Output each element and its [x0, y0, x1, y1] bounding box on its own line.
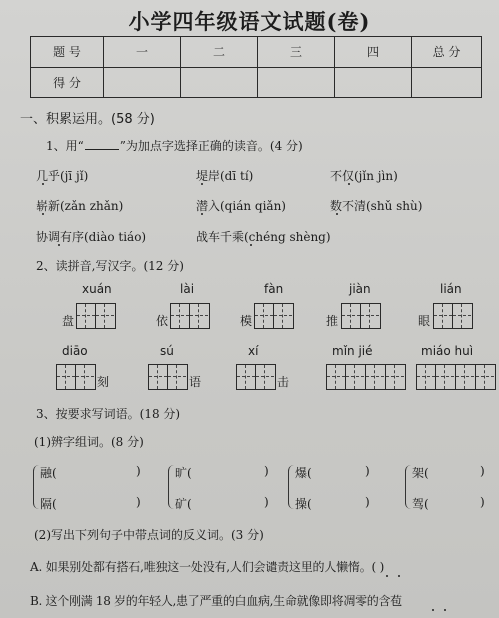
q1-blank-mark — [85, 139, 119, 150]
score-cell-part2: 二 — [181, 37, 258, 68]
q1-item[interactable]: 协调有序(diào tiáo) — [36, 230, 147, 244]
pair-close: ) — [365, 495, 370, 509]
word-char: 眼 — [418, 314, 431, 328]
brace — [33, 465, 40, 509]
page-title: 小学四年级语文试题(卷) — [128, 9, 371, 34]
word-char: 模 — [240, 314, 253, 328]
word-char: 盘 — [62, 314, 75, 328]
pinyin-label: miáo huì — [421, 344, 474, 358]
pair-close: ) — [480, 464, 485, 478]
q1-item[interactable]: 战车千乘(chéng shèng) — [196, 230, 331, 244]
q1-prompt-end: ”为加点字选择正确的读音。(4 分) — [119, 139, 303, 153]
pinyin-label: mǐn jié — [332, 344, 373, 358]
pair-item[interactable]: 驾( — [412, 497, 429, 511]
writing-grid[interactable] — [148, 364, 188, 390]
emphasis-dot — [386, 575, 388, 577]
writing-grid[interactable] — [433, 303, 473, 329]
emphasis-dot — [42, 213, 44, 215]
q1-item[interactable]: 不仅(jǐn jìn) — [330, 169, 398, 183]
pair-item[interactable]: 旷( — [175, 466, 192, 480]
q3-sub1: (1)辨字组词。(8 分) — [34, 435, 144, 449]
score-cell-part3: 三 — [258, 37, 335, 68]
q1-item[interactable]: 几乎(jī jǐ) — [36, 169, 89, 183]
word-char: 击 — [277, 375, 290, 389]
writing-grid[interactable] — [416, 364, 496, 390]
brace — [288, 465, 295, 509]
score-blank[interactable] — [412, 67, 482, 98]
emphasis-dot — [398, 575, 400, 577]
score-table-score-row — [31, 67, 482, 98]
score-blank[interactable] — [335, 67, 412, 98]
pair-close: ) — [480, 495, 485, 509]
score-blank[interactable] — [258, 67, 335, 98]
pinyin-label: xuán — [82, 282, 112, 296]
pair-close: ) — [264, 464, 269, 478]
score-cell-part1: 一 — [104, 37, 181, 68]
pair-item[interactable]: 架( — [412, 466, 429, 480]
emphasis-dot — [348, 183, 350, 185]
pair-item[interactable]: 隔( — [40, 497, 57, 511]
pair-item[interactable]: 爆( — [295, 466, 312, 480]
emphasis-dot — [201, 183, 203, 185]
pinyin-label: fàn — [264, 282, 284, 296]
emphasis-dot — [444, 609, 446, 611]
writing-grid[interactable] — [76, 303, 116, 329]
writing-grid[interactable] — [254, 303, 294, 329]
q1-prompt — [46, 137, 303, 154]
pair-item[interactable]: 融( — [40, 466, 57, 480]
pinyin-label: xí — [248, 344, 259, 358]
score-cell-label: 题 号 — [31, 37, 104, 68]
section1-heading: 一、积累运用。(58 分) — [20, 112, 155, 127]
pair-close: ) — [136, 495, 141, 509]
writing-grid[interactable] — [236, 364, 276, 390]
pinyin-label: diāo — [62, 344, 88, 358]
pair-item[interactable]: 矿( — [175, 497, 192, 511]
pair-item[interactable]: 操( — [295, 497, 312, 511]
sentence-a[interactable]: A. 如果别处都有搭石,唯独这一处没有,人们会谴责这里的人懒惰。( ) — [30, 560, 385, 574]
word-char: 依 — [156, 314, 169, 328]
score-cell-total: 总 分 — [412, 37, 482, 68]
writing-grid[interactable] — [326, 364, 406, 390]
pair-close: ) — [365, 464, 370, 478]
score-table — [30, 36, 482, 98]
score-blank[interactable] — [181, 67, 258, 98]
q1-item[interactable]: 崭新(zǎn zhǎn) — [36, 199, 124, 213]
pinyin-label: lài — [180, 282, 195, 296]
pinyin-label: lián — [440, 282, 462, 296]
sentence-b[interactable]: B. 这个刚满 18 岁的年轻人,患了严重的白血病,生命就像即将凋零的含苞 — [30, 594, 402, 608]
brace — [405, 465, 412, 509]
q3-sub2: (2)写出下列句子中带点词的反义词。(3 分) — [34, 528, 264, 542]
emphasis-dot — [250, 244, 252, 246]
q2-prompt: 2、读拼音,写汉字。(12 分) — [36, 259, 184, 273]
writing-grid[interactable] — [341, 303, 381, 329]
score-table-header-row — [31, 37, 482, 68]
q1-item[interactable]: 数不清(shǔ shù) — [330, 199, 423, 213]
word-char: 推 — [326, 314, 339, 328]
word-char: 语 — [189, 375, 202, 389]
emphasis-dot — [201, 213, 203, 215]
emphasis-dot — [432, 609, 434, 611]
writing-grid[interactable] — [170, 303, 210, 329]
emphasis-dot — [42, 183, 44, 185]
q1-prompt-start: 1、用“ — [46, 139, 84, 153]
pinyin-label: sú — [160, 344, 174, 358]
emphasis-dot — [336, 213, 338, 215]
emphasis-dot — [58, 244, 60, 246]
score-cell-part4: 四 — [335, 37, 412, 68]
q3-prompt: 3、按要求写词语。(18 分) — [36, 407, 181, 421]
score-row-label: 得 分 — [31, 67, 104, 98]
writing-grid[interactable] — [56, 364, 96, 390]
score-blank[interactable] — [104, 67, 181, 98]
q1-item[interactable]: 堤岸(dī tí) — [196, 169, 254, 183]
brace — [168, 465, 175, 509]
word-char: 刻 — [97, 375, 110, 389]
pinyin-label: jiàn — [349, 282, 371, 296]
q1-item[interactable]: 潜入(qián qiǎn) — [196, 199, 286, 213]
pair-close: ) — [136, 464, 141, 478]
pair-close: ) — [264, 495, 269, 509]
